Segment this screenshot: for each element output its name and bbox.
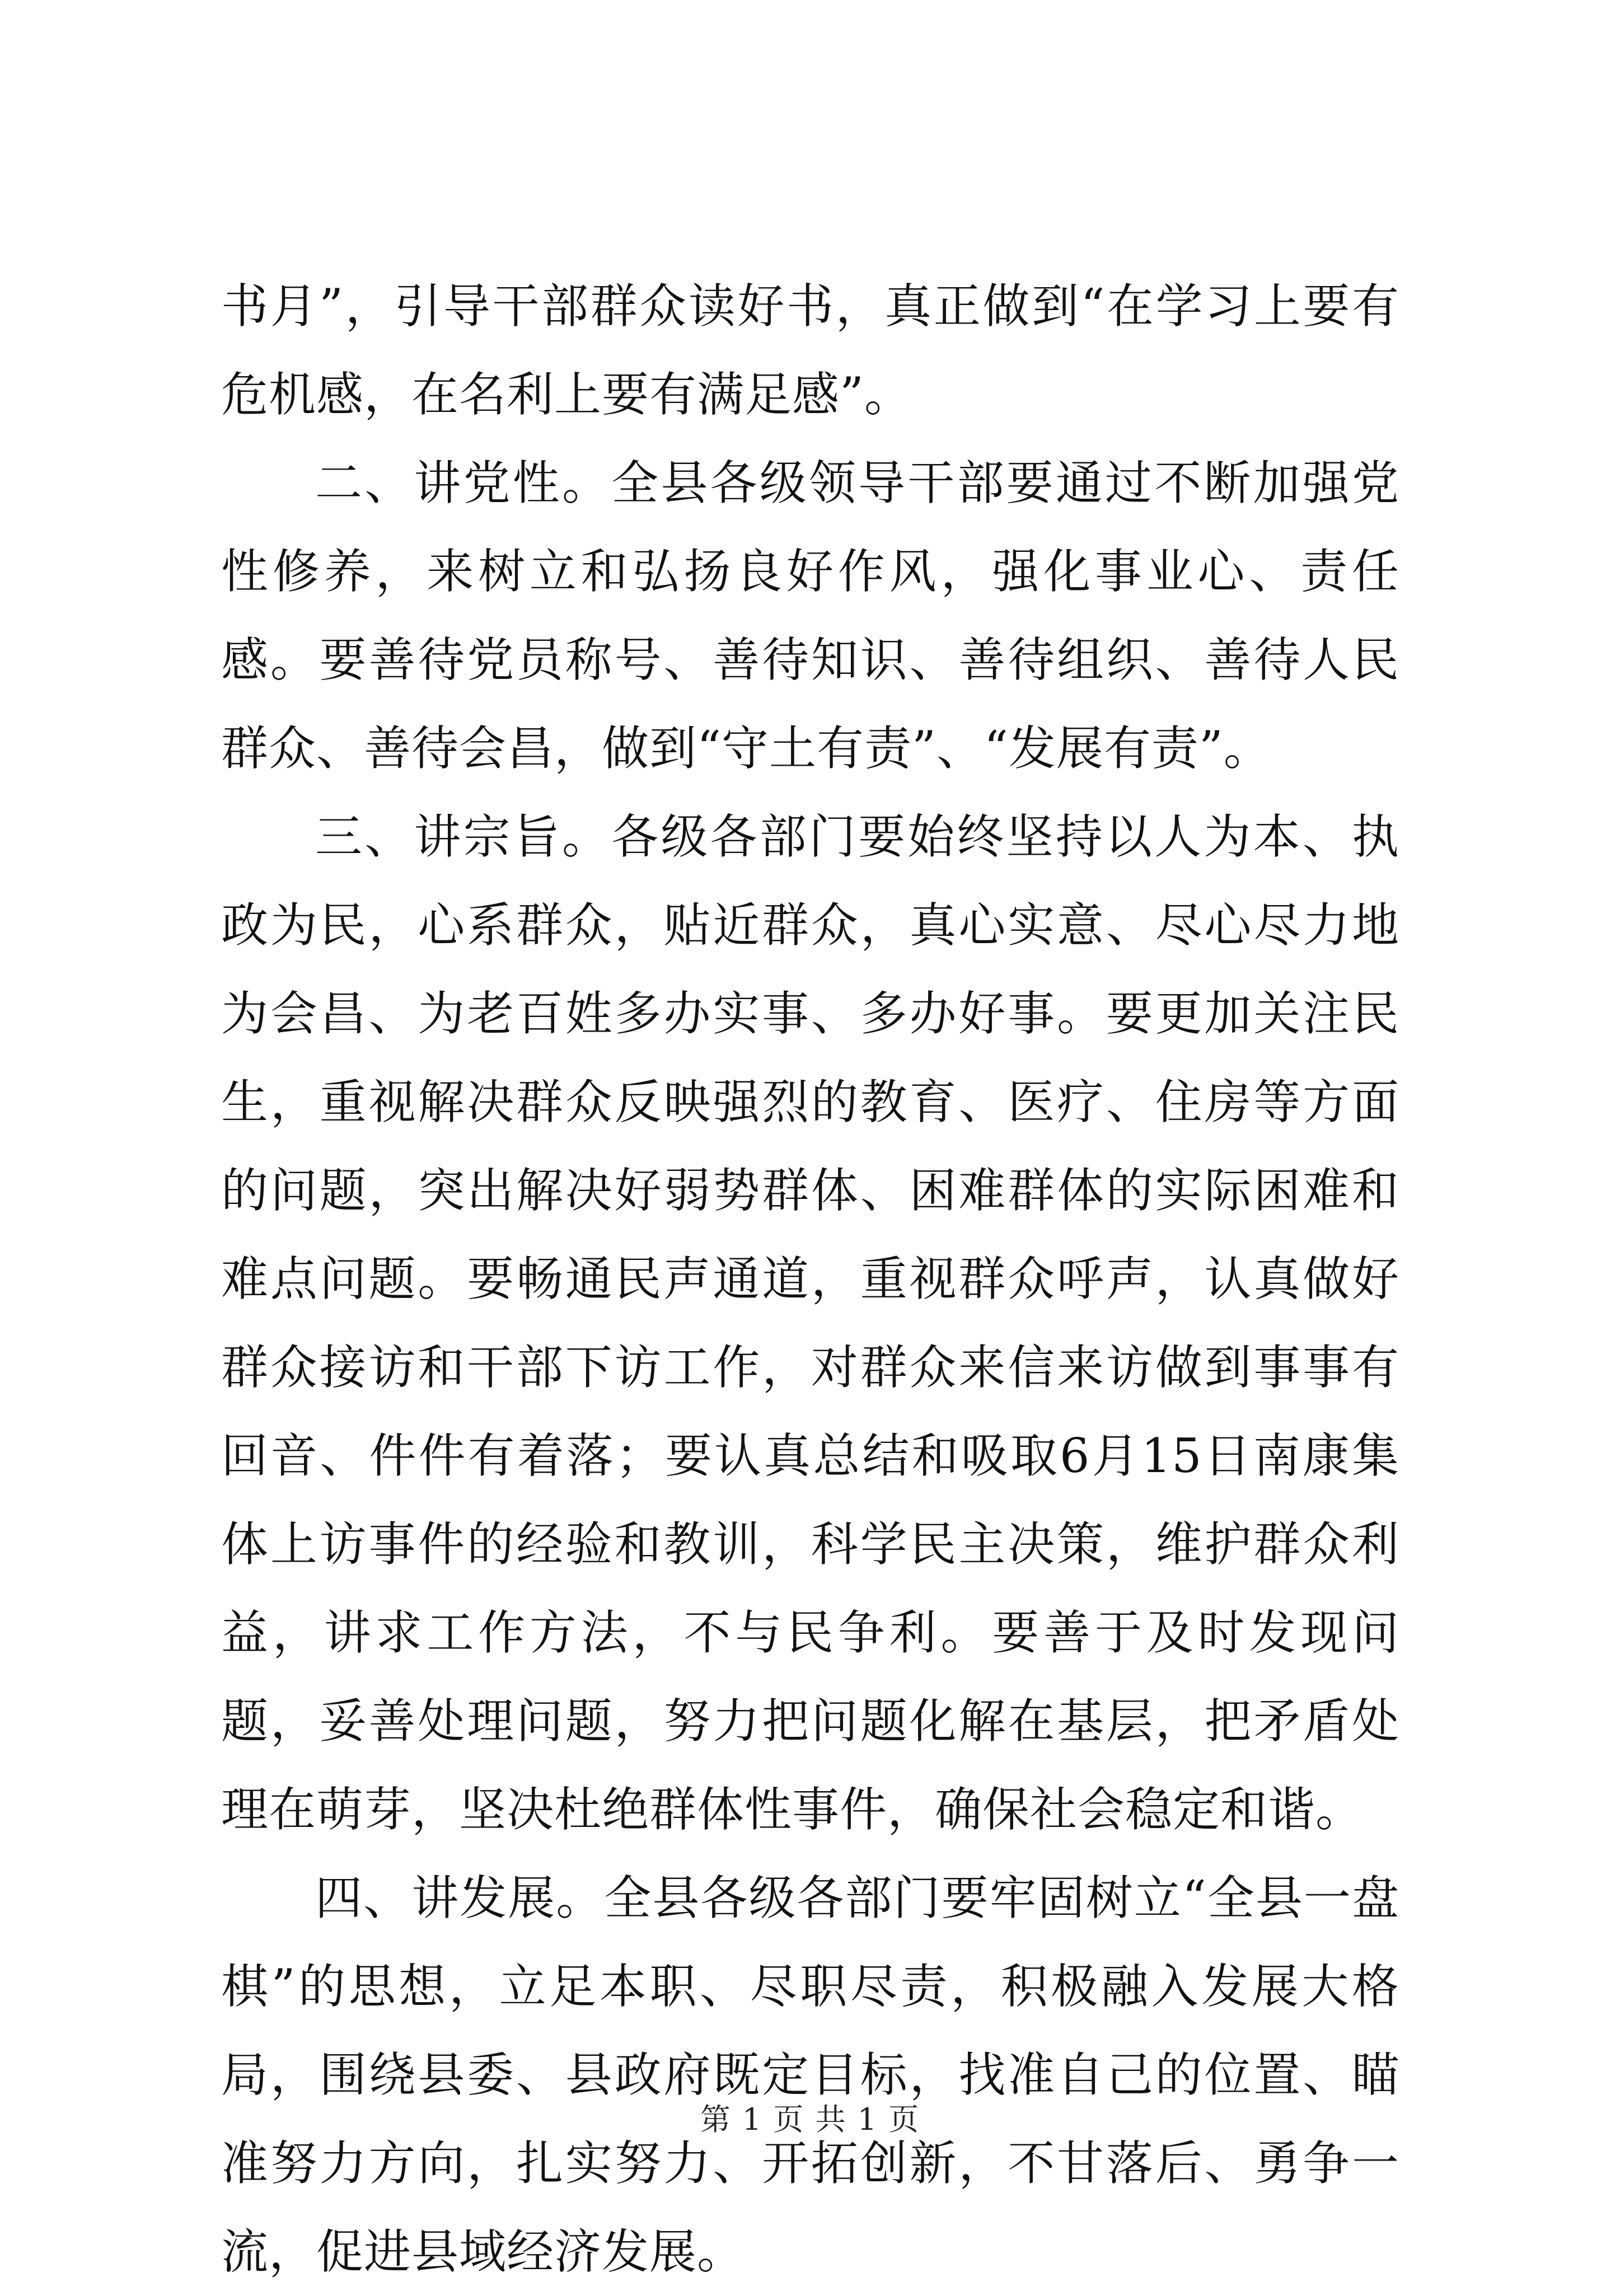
paragraph-continuation: 书月”，引导干部群众读好书，真正做到“在学习上要有危机感，在名利上要有满足感”。 xyxy=(221,279,1399,422)
paragraph-party-spirit: 二、讲党性。全县各级领导干部要通过不断加强党性修养，来树立和弘扬良好作风，强化事业心、责任感。要善待党员称号、善待知识、善待组织、善待人民群众、善待会昌，做到“守土有责”、“发展有责”。 xyxy=(221,456,1399,776)
document-body xyxy=(221,262,1399,2296)
paragraph-purpose: 三、讲宗旨。各级各部门要始终坚持以人为本、执政为民，心系群众，贴近群众，真心实意、尽心尽力地为会昌、为老百姓多办实事、多办好事。要更加关注民生，重视解决群众反映强烈的教育、医疗、住房等方面的问题，突出解决好弱势群体、困难群体的实际困难和难点问题。要畅通民声通道，重视群众呼声，认真做好群众接访和干部下访工作，对群众来信来访做到事事有回音、件件有着落；要认真总结和吸取6月15日南康集体上访事件的经验和教训，科学民主决策，维护群众利益，讲求工作方法，不与民争利。要善于及时发现问题，妥善处理问题，努力把问题化解在基层，把矛盾处理在萌芽，坚决杜绝群体性事件，确保社会稳定和谐。 xyxy=(221,809,1399,1837)
page-footer: 第 1 页 共 1 页 xyxy=(700,2102,920,2137)
paragraph-development: 四、讲发展。全县各级各部门要牢固树立“全县一盘棋”的思想，立足本职、尽职尽责，积极融入发展大格局，围绕县委、县政府既定目标，找准自己的位置、瞄准努力方向，扎实努力、开拓创新，不甘落后、勇争一流，促进县域经济发展。 xyxy=(221,1871,1399,2279)
